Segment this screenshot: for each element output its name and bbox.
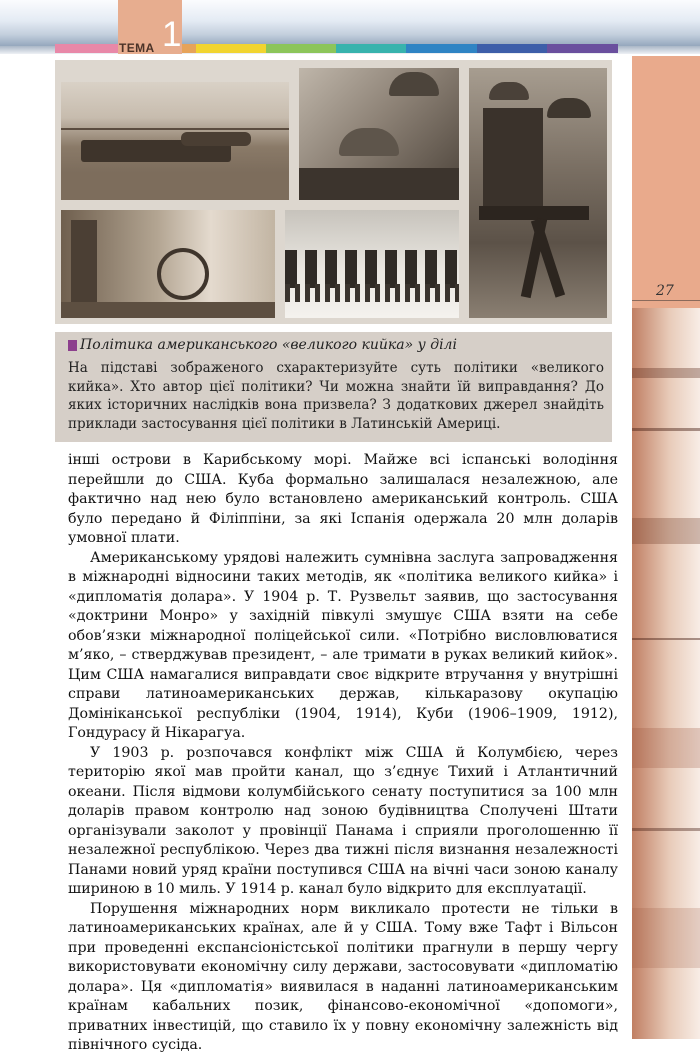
color-strip-segment xyxy=(336,44,407,53)
body-text xyxy=(68,451,618,1056)
color-strip-segment xyxy=(55,44,126,53)
paragraph: інші острови в Карибському морі. Майже всі іспанські володіння перейшли до США. Куба формально залишалася незалежною, але фактично над нею було встановлено американський контроль. США було передано й Філіппіни, за які Іспанія одержала 20 млн доларів умовної плати. xyxy=(68,452,618,546)
troops-in-snow-photo xyxy=(285,210,459,318)
color-strip-segment xyxy=(477,44,548,53)
caption-question: На підставі зображеного схарактеризуйте суть політики «великого кийка». Хто автор цієї політики? Чи можна знайти їй виправдання? До яких історичних наслідків вона призвела? З додаткових джерел знайдіть приклади застосування цієї політики в Латинській Америці. xyxy=(68,360,604,432)
paragraph: Порушення міжнародних норм викликало протести не тільки в латиноамериканських країнах, але й у США. Тому вже Тафт і Вільсон при проведенні експансіоністської політики прагнули в першу чергу використовувати економічну силу держави, застосовувати «дипломатію долара». Ця «дипломатія» виявилася в наданні латиноамериканським країнам кабальних позик, фінансово-економічної «допомоги», приватних інвестицій, що ставило їх у повну економічну залежність від північного сусіда. xyxy=(68,900,618,1053)
color-strip-segment xyxy=(406,44,477,53)
color-strip-segment xyxy=(266,44,337,53)
section-number: 1 xyxy=(162,15,182,54)
side-band xyxy=(632,56,700,308)
color-strip-segment xyxy=(547,44,618,53)
photo-collage xyxy=(55,60,612,324)
side-divider xyxy=(632,300,700,301)
color-strip-segment xyxy=(196,44,267,53)
machine-gun-crew-photo xyxy=(469,68,607,318)
caption-title: Політика американського «великого кийка» у ділі xyxy=(80,337,457,353)
artillery-fire-photo xyxy=(61,210,275,318)
trench-soldiers-photo xyxy=(61,82,289,200)
paragraph: У 1903 р. розпочався конфлікт між США й Колумбією, через територію якої мав пройти канал, що з’єднує Тихий і Атлантичний океани. Після відмови колумбійського сенату поступитися за 100 млн доларів правом контролю над зоною будівництва Сполучені Штати організували заколот у провінції Панама і сприяли проголошенню її незалежної республікою. Через два тижні після визнання незалежності Панами новий уряд країни поступився США на вічні часи зоною каналу шириною в 10 миль. У 1914 р. канал було відкрито для експлуатації. xyxy=(68,744,618,897)
soldiers-helmets-photo xyxy=(299,68,459,200)
page-number: 27 xyxy=(656,283,674,299)
paragraph: Американському урядові належить сумнівна заслуга запровадження в міжнародні відносини таких методів, як «політика великого кийка» і «дипломатія долара». У 1904 р. Т. Рузвельт заявив, що застосування «доктрини Монро» у західній півкулі змушує США взяти на себе обов’язки міжнародної поліцейської сили. «Потрібно висловлюватися м’яко, – стверджував президент, – але тримати в руках великий кийок». Цим США намагалися виправдати своє відкрите втручання у внутрішні справи латиноамериканських держав, кількаразову окупацію Домініканської республіки (1904, 1914), Куби (1906–1909, 1912), Гондурасу й Нікарагуа. xyxy=(68,549,618,741)
section-label: ТЕМА xyxy=(119,41,155,55)
header-bar xyxy=(0,0,700,46)
caption-marker xyxy=(68,340,77,351)
side-factory-photo xyxy=(632,308,700,1039)
